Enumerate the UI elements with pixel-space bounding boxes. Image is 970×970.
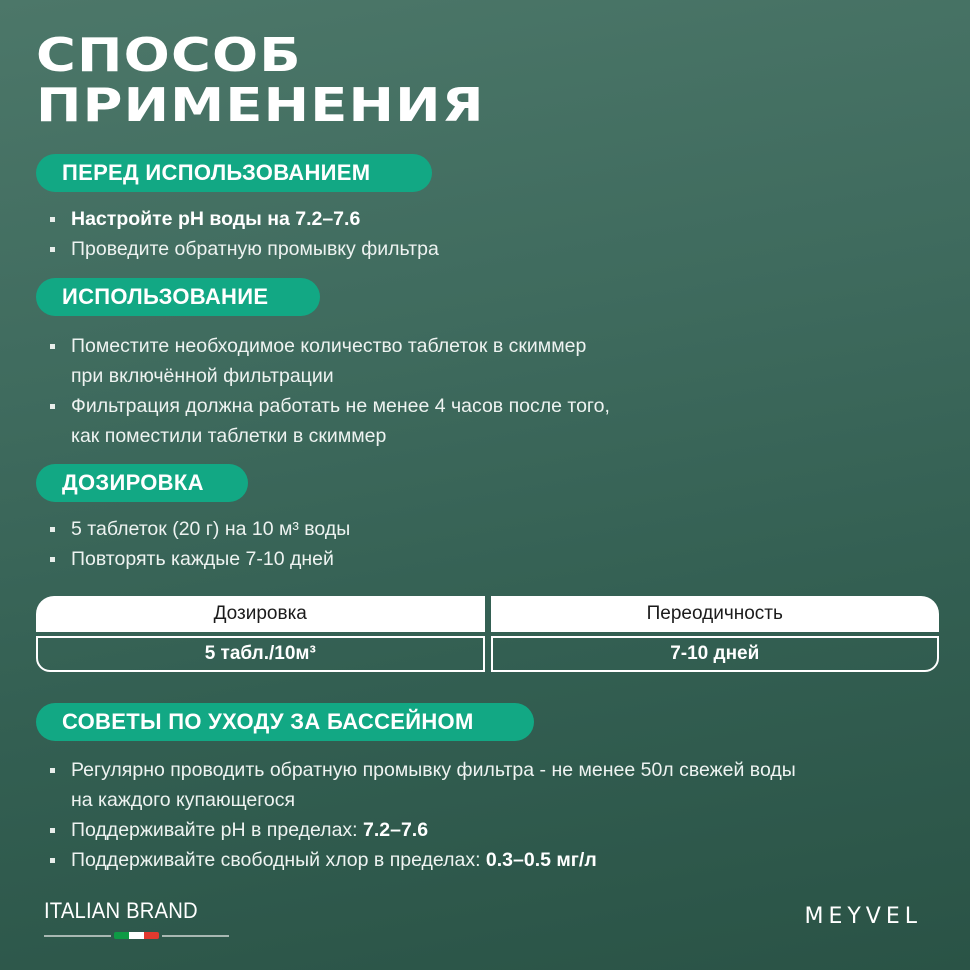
list-item: Настройте pH воды на 7.2–7.6 — [50, 204, 439, 234]
list-item — [50, 755, 796, 815]
list-item-text-cont: на каждого купающегося — [71, 789, 296, 811]
table-cell: 5 табл./10м³ — [36, 636, 485, 672]
title-line-2: ПРИМЕНЕНИЯ — [36, 78, 485, 132]
divider — [44, 935, 111, 937]
list-item-text-cont: как поместили таблетки в скиммер — [71, 425, 387, 447]
italian-flag-icon — [44, 932, 229, 939]
section-label: ДОЗИРОВКА — [62, 470, 204, 495]
list-item-text: Регулярно проводить обратную промывку фильтра - не менее 50л свежей воды — [71, 759, 796, 781]
list-item-value: 7.2–7.6 — [363, 819, 429, 841]
table-cell: 7-10 дней — [491, 636, 940, 672]
section-badge-dosage — [36, 464, 248, 502]
dosage-table — [36, 596, 939, 672]
list-item — [50, 391, 610, 451]
section-label: ИСПОЛЬЗОВАНИЕ — [62, 284, 269, 309]
divider — [162, 935, 229, 937]
section-badge-before-use — [36, 154, 432, 192]
section-badge-tips — [36, 703, 534, 741]
list-item-text: Поддерживайте свободный хлор в пределах: — [71, 849, 486, 871]
dosage-list — [50, 514, 350, 574]
flag-red — [144, 932, 159, 939]
list-item-text-cont: при включённой фильтрации — [71, 365, 334, 387]
italian-brand-badge — [44, 898, 229, 939]
page-title — [36, 30, 485, 130]
flag-white — [129, 932, 144, 939]
usage-list — [50, 331, 610, 451]
list-item — [50, 845, 796, 875]
list-item: 5 таблеток (20 г) на 10 м³ воды — [50, 514, 350, 544]
tips-list — [50, 755, 796, 875]
list-item: Повторять каждые 7-10 дней — [50, 544, 350, 574]
list-item-text: Поддерживайте pH в пределах: — [71, 819, 363, 841]
list-item-text: Поместите необходимое количество таблеток в скиммер — [71, 335, 587, 357]
table-header-cell: Дозировка — [36, 596, 485, 632]
section-badge-usage — [36, 278, 320, 316]
list-item — [50, 331, 610, 391]
flag-green — [114, 932, 129, 939]
list-item: Проведите обратную промывку фильтра — [50, 234, 439, 264]
list-item-text: Фильтрация должна работать не менее 4 часов после того, — [71, 395, 610, 417]
list-item — [50, 815, 796, 845]
list-item-value: 0.3–0.5 мг/л — [485, 849, 597, 871]
meyvel-logo: MEYVEL — [804, 904, 922, 929]
table-header-row — [36, 596, 939, 632]
table-row — [36, 632, 939, 672]
title-line-1: СПОСОБ — [36, 28, 302, 82]
italian-brand-label: ITALIAN BRAND — [44, 898, 198, 923]
flag-stripes — [114, 932, 159, 939]
table-header-cell: Переодичность — [491, 596, 940, 632]
section-label: СОВЕТЫ ПО УХОДУ ЗА БАССЕЙНОМ — [62, 709, 474, 734]
before-use-list — [50, 204, 439, 264]
section-label: ПЕРЕД ИСПОЛЬЗОВАНИЕМ — [62, 160, 371, 185]
